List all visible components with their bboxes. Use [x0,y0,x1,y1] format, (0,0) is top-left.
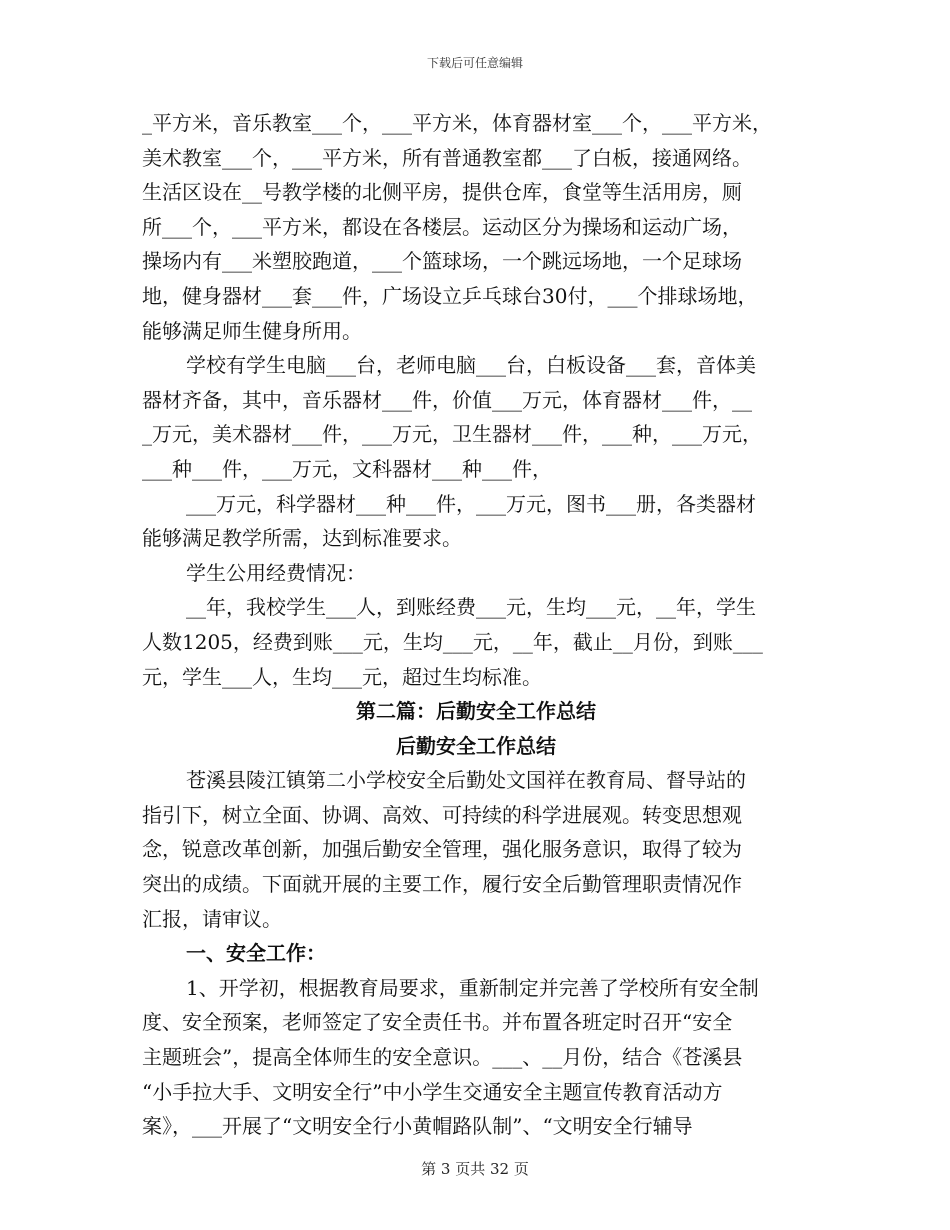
text-line: 能够满足师生健身所用。 [142,318,362,343]
text-line: 一、安全工作： [186,941,326,966]
text-line: 美术教室___个，___平方米，所有普通教室都___了白板，接通网络。 [142,145,752,170]
text-line: ___万元，科学器材___种___件，___万元，图书___册，各类器材 [186,491,756,516]
text-line: _平方米，音乐教室___个，___平方米，体育器材室___个，___平方米， [142,111,772,135]
text-line: 地，健身器材___套___件，广场设立乒乓球台30付，___个排球场地， [142,283,758,308]
text-line: __年，我校学生___人，到账经费___元，生均___元，__年，学生 [186,595,756,620]
text-line: 学校有学生电脑___台，老师电脑___台，白板设备___套，音体美 [186,353,756,378]
text-line: 所___个，___平方米，都设在各楼层。运动区分为操场和运动广场， [142,214,742,239]
text-line: “小手拉大手、文明安全行”中小学生交通安全主题宣传教育活动方 [142,1079,723,1104]
text-line: 学生公用经费情况： [186,560,366,585]
section-heading: 后勤安全工作总结 [396,733,556,758]
text-line: 突出的成绩。下面就开展的主要工作，履行安全后勤管理职责情况作 [142,872,742,897]
text-line: 度、安全预案，老师签定了安全责任书。并布置各班定时召开“安全 [142,1010,733,1035]
text-line: 念，锐意改革创新，加强后勤安全管理，强化服务意识，取得了较为 [142,837,742,862]
text-line: 汇报，请审议。 [142,906,282,931]
text-line: 操场内有___米塑胶跑道，___个篮球场，一个跳远场地，一个足球场 [142,249,742,274]
text-line: _万元，美术器材___件，___万元，卫生器材___件，___种，___万元， [142,422,762,447]
text-line: 1、开学初，根据教育局要求，重新制定并完善了学校所有安全制 [186,975,759,1000]
section-heading: 第二篇：后勤安全工作总结 [356,699,596,724]
text-line: 主题班会”，提高全体师生的安全意识。___、__月份，结合《苍溪县 [142,1045,743,1070]
document-body [142,106,810,1144]
text-line: 指引下，树立全面、协调、高效、可持续的科学进展观。转变思想观 [142,802,742,827]
text-line: ___种___件，___万元，文科器材___种___件， [142,456,552,481]
text-line: 器材齐备，其中，音乐器材___件，价值___万元，体育器材___件，__ [142,387,752,412]
text-line: 元，学生___人，生均___元，超过生均标准。 [142,664,542,689]
page-footer: 第 3 页共 32 页 [421,1160,529,1178]
page-header: 下载后可任意编辑 [426,56,523,70]
text-line: 能够满足教学所需，达到标准要求。 [142,526,462,551]
text-line: 苍溪县陵江镇第二小学校安全后勤处文国祥在教育局、督导站的 [186,768,746,793]
text-line: 案》，___开展了“文明安全行小黄帽路队制”、“文明安全行辅导 [142,1114,693,1139]
text-line: 生活区设在__号教学楼的北侧平房，提供仓库，食堂等生活用房，厕 [142,180,742,205]
text-line: 人数1205，经费到账___元，生均___元，__年，截止__月份，到账___ [142,629,763,654]
